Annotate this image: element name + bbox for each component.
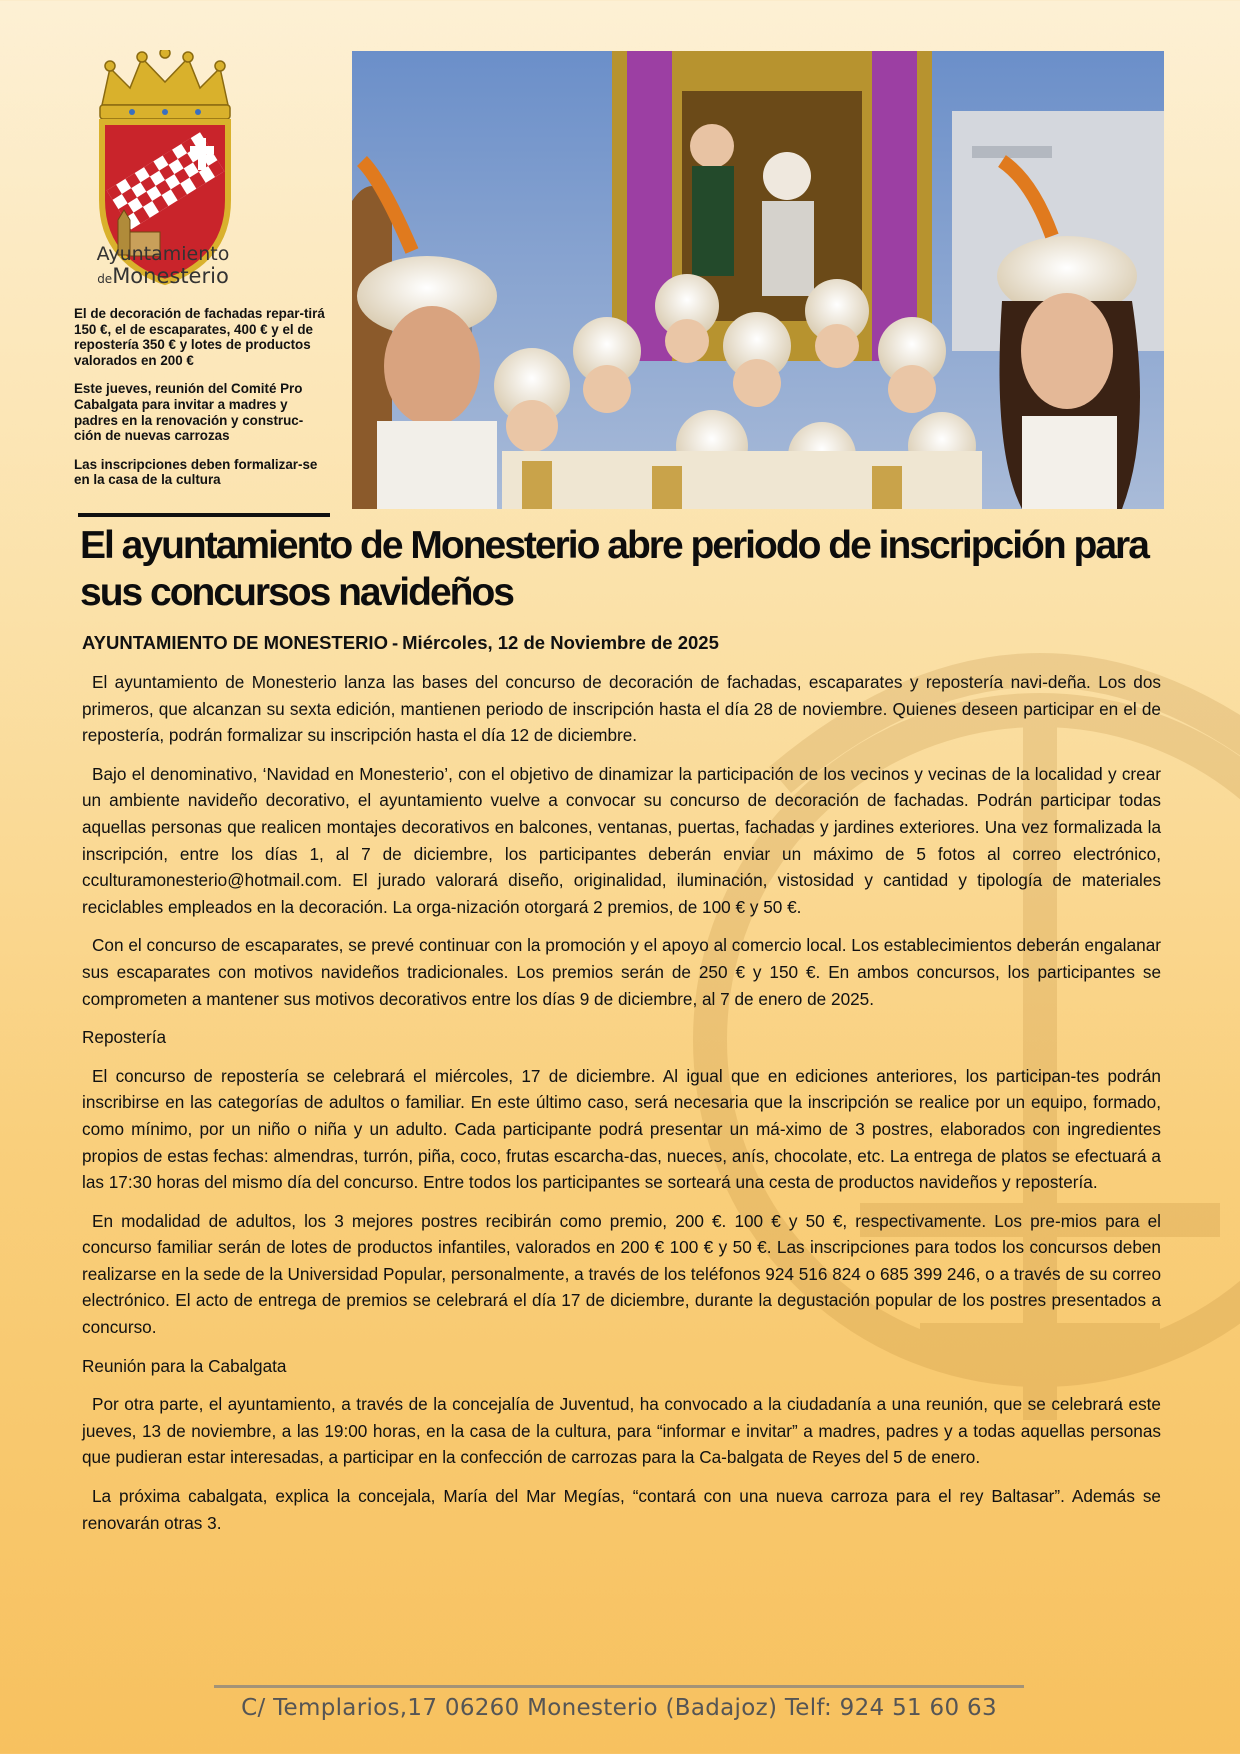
section-heading-reposteria: Repostería — [82, 1027, 167, 1048]
body-paragraph: En modalidad de adultos, los 3 mejores postres recibirán como premio, 200 €. 100 € y 50 €, respectivamente. Los pre-mios para el concurso familiar serán de lotes de productos infantiles, valorados en 200 € 100 € y 50 €. Las inscripciones para todos los concursos deben realizarse en la sede de la Universidad Popular, personalmente, a través de los teléfonos 924 516 824 o 685 399 246, o a través de su correo electrónico. El acto de entrega de premios se celebrará el día 17 de diciembre, durante la degustación popular de los postres presentados a concurso. — [82, 1210, 1161, 1338]
article-headline: El ayuntamiento de Monesterio abre periodo de inscripción para sus concursos navideños — [80, 524, 1148, 614]
body-paragraph: Bajo el denominativo, ‘Navidad en Monesterio’, con el objetivo de dinamizar la participación de los vecinos y vecinas de la localidad y crear un ambiente navideño decorativo, el ayuntamiento vuelve a convocar su concurso de decoración de fachadas. Podrán participar todas aquellas personas que realicen montajes decorativos en balcones, ventanas, puertas, fachadas y jardines exteriores. Una vez formalizada la inscripción, entre los días 1, al 7 de diciembre, los participantes deberán enviar un máximo de 5 fotos al correo electrónico, cculturamonesterio@hotmail.com. El jurado valorará diseño, originalidad, iluminación, vistosidad y cantidad y tipología de materiales reciclables empleados en la decoración. La orga-nización otorgará 2 premios, de 100 € y 50 €. — [82, 763, 1161, 917]
body-paragraph: El concurso de repostería se celebrará el miércoles, 17 de diciembre. Al igual que en ediciones anteriores, los participan-tes podrán inscribirse en las categorías de adultos o familiar. En este último caso, será necesaria que la inscripción se realice por un equipo, formado, como mínimo, por un niño o niña y un adulto. Cada participante podrá presentar un má-ximo de 3 postres, elaborados con ingredientes propios de estas fechas: almendras, turrón, piña, coco, frutas escarcha-das, nueces, anís, chocolate, etc. La entrega de platos se efectuará a las 17:30 horas del mismo día del concurso. Entre todos los participantes se sorteará una cesta de productos navideños y repostería. — [82, 1065, 1161, 1193]
summary-divider — [78, 513, 330, 517]
body-paragraph: La próxima cabalgata, explica la concejala, María del Mar Megías, “contará con una nueva carroza para el rey Baltasar”. Además se renovarán otras 3. — [82, 1486, 1161, 1533]
summary-item: El de decoración de fachadas repar-tirá 150 €, el de escaparates, 400 € y el de repostería 350 € y lotes de productos valorados en 200 € — [74, 306, 325, 368]
footer-address: C/ Templarios,17 06260 Monesterio (Badajoz) Telf: 924 51 60 63 — [241, 1695, 997, 1721]
summary-item: Las inscripciones deben formalizar-se en la casa de la cultura — [74, 456, 318, 488]
byline-source: AYUNTAMIENTO DE MONESTERIO — [82, 632, 388, 653]
logo-line-2: deMonesterio — [97, 264, 229, 288]
body-paragraph: El ayuntamiento de Monesterio lanza las bases del concurso de decoración de fachadas, escaparates y repostería navi-deña. Los dos primeros, que alcanzan su sexta edición, mantienen periodo de inscripción hasta el día 28 de noviembre. Quienes deseen participar en el de repostería, podrán formalizar su inscripción hasta el día 12 de diciembre. — [82, 672, 1161, 746]
byline-date: Miércoles, 12 de Noviembre de 2025 — [402, 632, 719, 653]
article-byline — [82, 632, 1162, 654]
logo-wordmark — [78, 243, 248, 290]
summary-item: Este jueves, reunión del Comité Pro Cabalgata para invitar a madres y padres en la renovación y construc-ción de nuevas carrozas — [74, 381, 304, 444]
body-paragraph: Con el concurso de escaparates, se prevé continuar con la promoción y el apoyo al comercio local. Los establecimientos deberán engalanar sus escaparates con motivos navideños tradicionales. Los premios serán de 250 € y 150 €. En ambos concursos, los participantes se comprometen a mantener sus motivos decorativos entre los días 9 de diciembre, al 7 de enero de 2025. — [82, 935, 1161, 1009]
summary-highlights — [74, 306, 330, 501]
footer-divider — [214, 1685, 1024, 1688]
section-heading-cabalgata: Reunión para la Cabalgata — [82, 1355, 287, 1376]
cabalgata-photo — [352, 51, 1164, 509]
article-body — [82, 669, 1161, 1548]
logo-line-1: Ayuntamiento — [96, 243, 230, 265]
body-paragraph: Por otra parte, el ayuntamiento, a través de la concejalía de Juventud, ha convocado a la ciudadanía a una reunión, que se celebrará este jueves, 13 de noviembre, a las 19:00 horas, en la casa de la cultura, para “informar e invitar” a madres, padres y a todas aquellas personas que pudieran estar interesadas, a participar en la confección de carrozas para la Ca-balgata de Reyes del 5 de enero. — [82, 1394, 1161, 1468]
byline-separator: - — [391, 632, 399, 653]
